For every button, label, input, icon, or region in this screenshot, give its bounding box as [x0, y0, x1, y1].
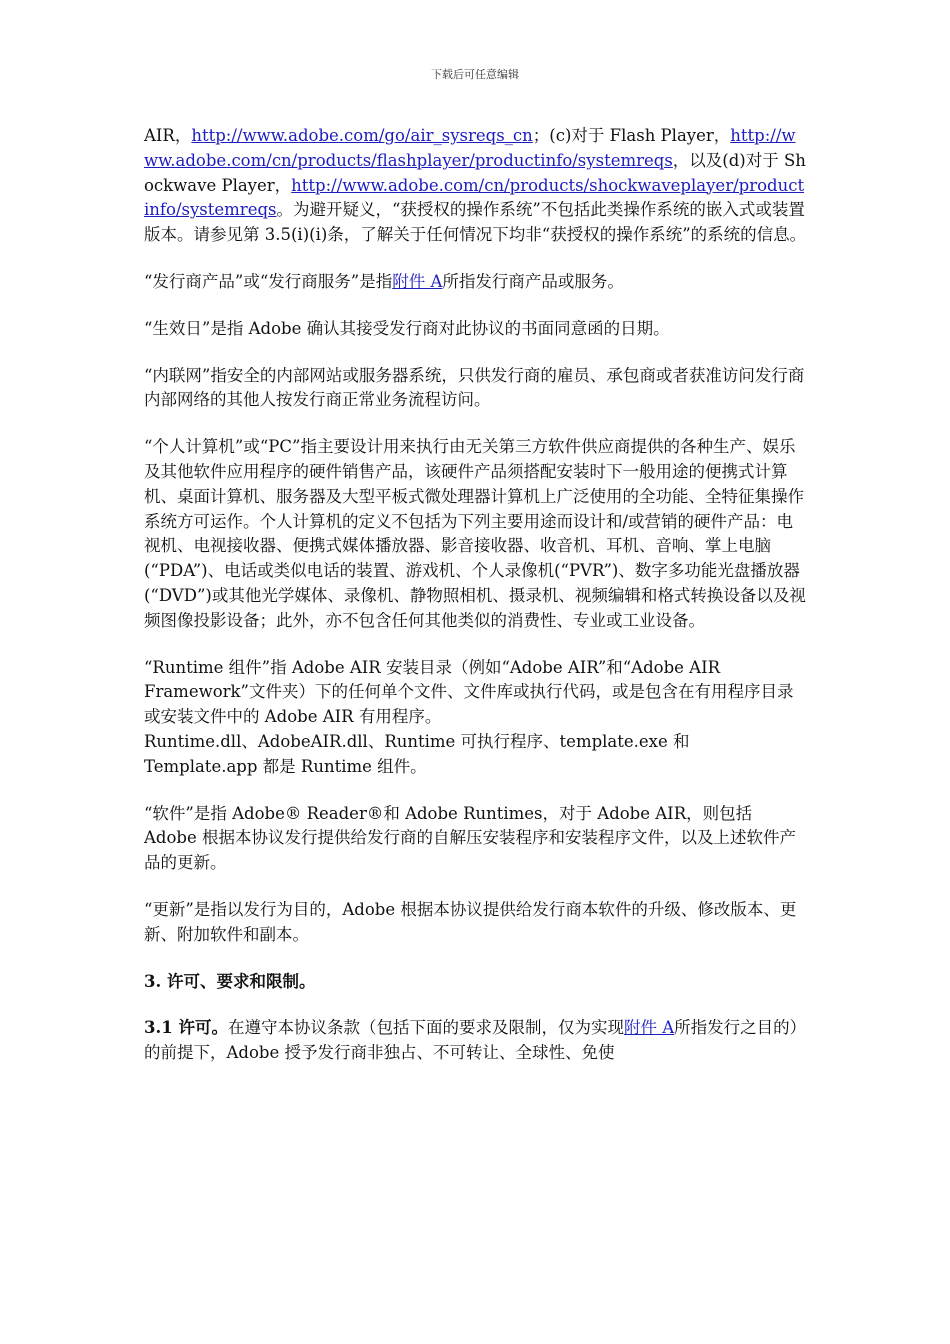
- air-sysreqs-link[interactable]: http://www.adobe.com/go/air_sysreqs_cn: [191, 126, 533, 145]
- shockwave-sysreqs-link[interactable]: http://www.adobe.com/cn/products/shockwaveplayer/productinfo/systemreqs: [144, 175, 805, 220]
- appendix-a-link-2[interactable]: 附件 A: [623, 1018, 675, 1038]
- text: ，以及(d)对于 Shockwave Player，: [144, 150, 806, 195]
- flashplayer-sysreqs-link[interactable]: http://www.adobe.com/cn/products/flashplayer/productinfo/systemreqs: [144, 126, 796, 170]
- text: 。为避开疑义，“获授权的操作系统”不包括此类操作系统的嵌入式或装置版本。请参见第 3.5(i)(i)条，了解关于任何情况下均非“获授权的操作系统”的系统的信息。: [144, 200, 807, 245]
- text: 在遵守本协议条款（包括下面的要求及限制，仅为实现: [227, 1018, 624, 1038]
- paragraph-intranet: “内联网”指安全的内部网站或服务器系统，只供发行商的雇员、承包商或者获准访问发行商内部网络的其他人按发行商正常业务流程访问。: [144, 365, 805, 410]
- paragraph-os-definition: [144, 124, 808, 248]
- text: ；(c)对于 Flash Player，: [532, 126, 731, 145]
- paragraph-effective-date: “生效日”是指 Adobe 确认其接受发行商对此协议的书面同意函的日期。: [144, 318, 670, 338]
- text: “发行商产品”或“发行商服务”是指: [144, 271, 393, 291]
- document-body: [144, 124, 808, 1088]
- paragraph-license: [144, 1016, 808, 1066]
- paragraph-updates: “更新”是指以发行为目的，Adobe 根据本协议提供给发行商本软件的升级、修改版本、更新、附加软件和副本。: [144, 899, 797, 944]
- paragraph-distributor-product: [144, 270, 808, 295]
- paragraph-personal-computer: “个人计算机”或“PC”指主要设计用来执行由无关第三方软件供应商提供的各种生产、娱乐及其他软件应用程序的硬件销售产品，该硬件产品须搭配安装时下一般用途的便携式计算机、桌面计算机、服务器及大型平板式微处理器计算机上广泛使用的全功能、全特征集操作系统方可运作。个人计算机的定义不包括为下列主要用途而设计和/或营销的硬件产品：电视机、电视接收器、便携式媒体播放器、影音接收器、收音机、耳机、音响、掌上电脑(“PDA”)、电话或类似电话的装置、游戏机、个人录像机(“PVR”)、数字多功能光盘播放器(“DVD”)或其他光学媒体、录像机、静物照相机、摄录机、视频编辑和格式转换设备以及视频图像投影设备；此外，亦不包含任何其他类似的消费性、专业或工业设备。: [144, 437, 806, 630]
- paragraph-software: “软件”是指 Adobe® Reader®和 Adobe Runtimes，对于 Adobe AIR，则包括 Adobe 根据本协议发行提供给发行商的自解压安装程序和安装程序文件，以及上述软件产品的更新。: [144, 803, 796, 873]
- paragraph-runtime-examples: Runtime.dll、AdobeAIR.dll、Runtime 可执行程序、template.exe 和 Template.app 都是 Runtime 组件。: [144, 731, 690, 776]
- paragraph-runtime-components: “Runtime 组件”指 Adobe AIR 安装目录（例如“Adobe AIR”和“Adobe AIR Framework”文件夹）下的任何单个文件、文件库或执行代码，或是包含在有用程序目录或安装文件中的 Adobe AIR 有用程序。: [144, 657, 794, 727]
- page-header: 下载后可任意编辑: [431, 68, 519, 81]
- subsection-heading: 3.1 许可。: [144, 1018, 228, 1038]
- section-3-heading: [144, 970, 808, 995]
- text: AIR，: [144, 126, 192, 145]
- section-heading: 3. 许可、要求和限制。: [144, 971, 316, 991]
- appendix-a-link[interactable]: 附件 A: [392, 271, 443, 291]
- text: 所指发行之目的）的前提下，Adobe 授予发行商非独占、不可转让、全球性、免使: [144, 1018, 807, 1063]
- text: 所指发行商产品或服务。: [442, 271, 624, 291]
